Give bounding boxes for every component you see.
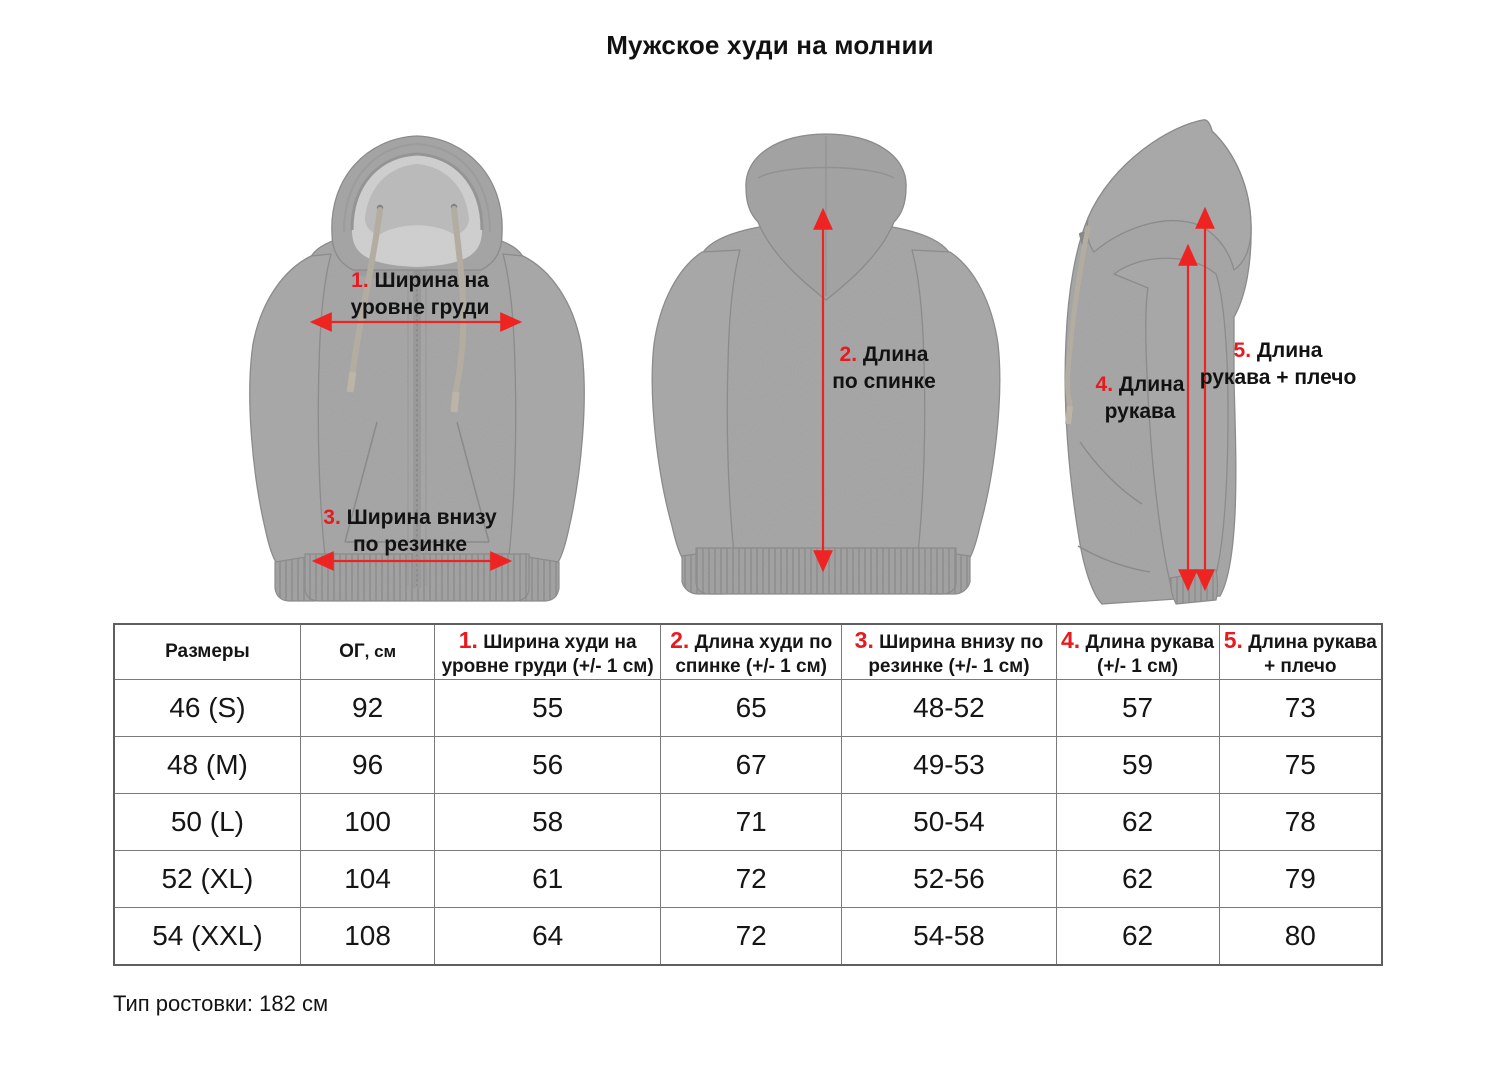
value-cell: 79 — [1219, 851, 1382, 908]
column-header — [1056, 624, 1219, 680]
column-title: Длина рукава + плечо — [1248, 632, 1377, 677]
column-title: Длина худи по спинке (+/- 1 см) — [675, 632, 833, 677]
value-cell: 49-53 — [842, 737, 1056, 794]
value-cell: 61 — [435, 851, 661, 908]
value-cell: 50-54 — [842, 794, 1056, 851]
value-cell: 58 — [435, 794, 661, 851]
table-header-row — [114, 624, 1382, 680]
size-cell: 52 (XL) — [114, 851, 300, 908]
label-sleeve-shoulder: 5. Длина рукава + плечо — [1199, 339, 1357, 389]
value-cell: 55 — [435, 680, 661, 737]
value-cell: 52-56 — [842, 851, 1056, 908]
size-table-body — [114, 680, 1382, 966]
column-header — [842, 624, 1056, 680]
column-header — [114, 624, 300, 680]
back-right-sleeve — [912, 250, 1000, 561]
value-cell: 80 — [1219, 908, 1382, 966]
column-number: 2. — [670, 627, 690, 654]
size-cell: 48 (M) — [114, 737, 300, 794]
column-header — [300, 624, 434, 680]
label-number: 2. — [839, 343, 858, 366]
value-cell: 67 — [661, 737, 842, 794]
column-title: ОГ — [339, 641, 365, 663]
value-cell: 64 — [435, 908, 661, 966]
label-number: 3. — [323, 506, 341, 529]
table-row — [114, 851, 1382, 908]
label-bottom-width: 3. Ширина внизу по резинке — [323, 506, 497, 556]
size-table — [113, 623, 1383, 966]
value-cell: 100 — [300, 794, 434, 851]
back-left-sleeve — [652, 250, 740, 561]
table-row — [114, 737, 1382, 794]
value-cell: 57 — [1056, 680, 1219, 737]
column-title: Ширина внизу по резинке (+/- 1 см) — [868, 632, 1044, 677]
table-row — [114, 794, 1382, 851]
table-row — [114, 680, 1382, 737]
value-cell: 104 — [300, 851, 434, 908]
value-cell: 78 — [1219, 794, 1382, 851]
value-cell: 92 — [300, 680, 434, 737]
height-type-note: Тип ростовки: 182 см — [113, 991, 329, 1016]
value-cell: 71 — [661, 794, 842, 851]
value-cell: 54-58 — [842, 908, 1056, 966]
value-cell: 72 — [661, 908, 842, 966]
column-title: Длина рукава (+/- 1 см) — [1085, 632, 1215, 677]
value-cell: 96 — [300, 737, 434, 794]
value-cell: 65 — [661, 680, 842, 737]
value-cell: 56 — [435, 737, 661, 794]
value-cell: 62 — [1056, 851, 1219, 908]
size-cell: 54 (XXL) — [114, 908, 300, 966]
column-header — [435, 624, 661, 680]
table-row — [114, 908, 1382, 966]
value-cell: 62 — [1056, 908, 1219, 966]
size-cell: 46 (S) — [114, 680, 300, 737]
label-number: 5. — [1233, 339, 1252, 362]
value-cell: 62 — [1056, 794, 1219, 851]
column-number: 4. — [1061, 627, 1081, 654]
value-cell: 59 — [1056, 737, 1219, 794]
value-cell: 73 — [1219, 680, 1382, 737]
back-hem-band — [696, 548, 956, 594]
value-cell: 48-52 — [842, 680, 1056, 737]
value-cell: 108 — [300, 908, 434, 966]
column-unit: , см — [364, 642, 397, 662]
label-number: 1. — [351, 269, 369, 292]
column-header — [661, 624, 842, 680]
column-header — [1219, 624, 1382, 680]
label-back-length: 2. Длина по спинке — [832, 343, 936, 393]
column-number: 3. — [854, 627, 874, 654]
value-cell: 72 — [661, 851, 842, 908]
label-number: 4. — [1095, 373, 1114, 396]
label-chest-width: 1. Ширина на уровне груди — [350, 269, 490, 319]
column-number: 5. — [1223, 627, 1243, 654]
column-title: Ширина худи на уровне груди (+/- 1 см) — [441, 632, 654, 677]
size-cell: 50 (L) — [114, 794, 300, 851]
column-number: 1. — [458, 627, 478, 654]
page-title: Мужское худи на молнии — [606, 30, 934, 60]
label-sleeve-length: 4. Длина рукава — [1095, 373, 1185, 423]
value-cell: 75 — [1219, 737, 1382, 794]
column-title: Размеры — [165, 641, 250, 663]
